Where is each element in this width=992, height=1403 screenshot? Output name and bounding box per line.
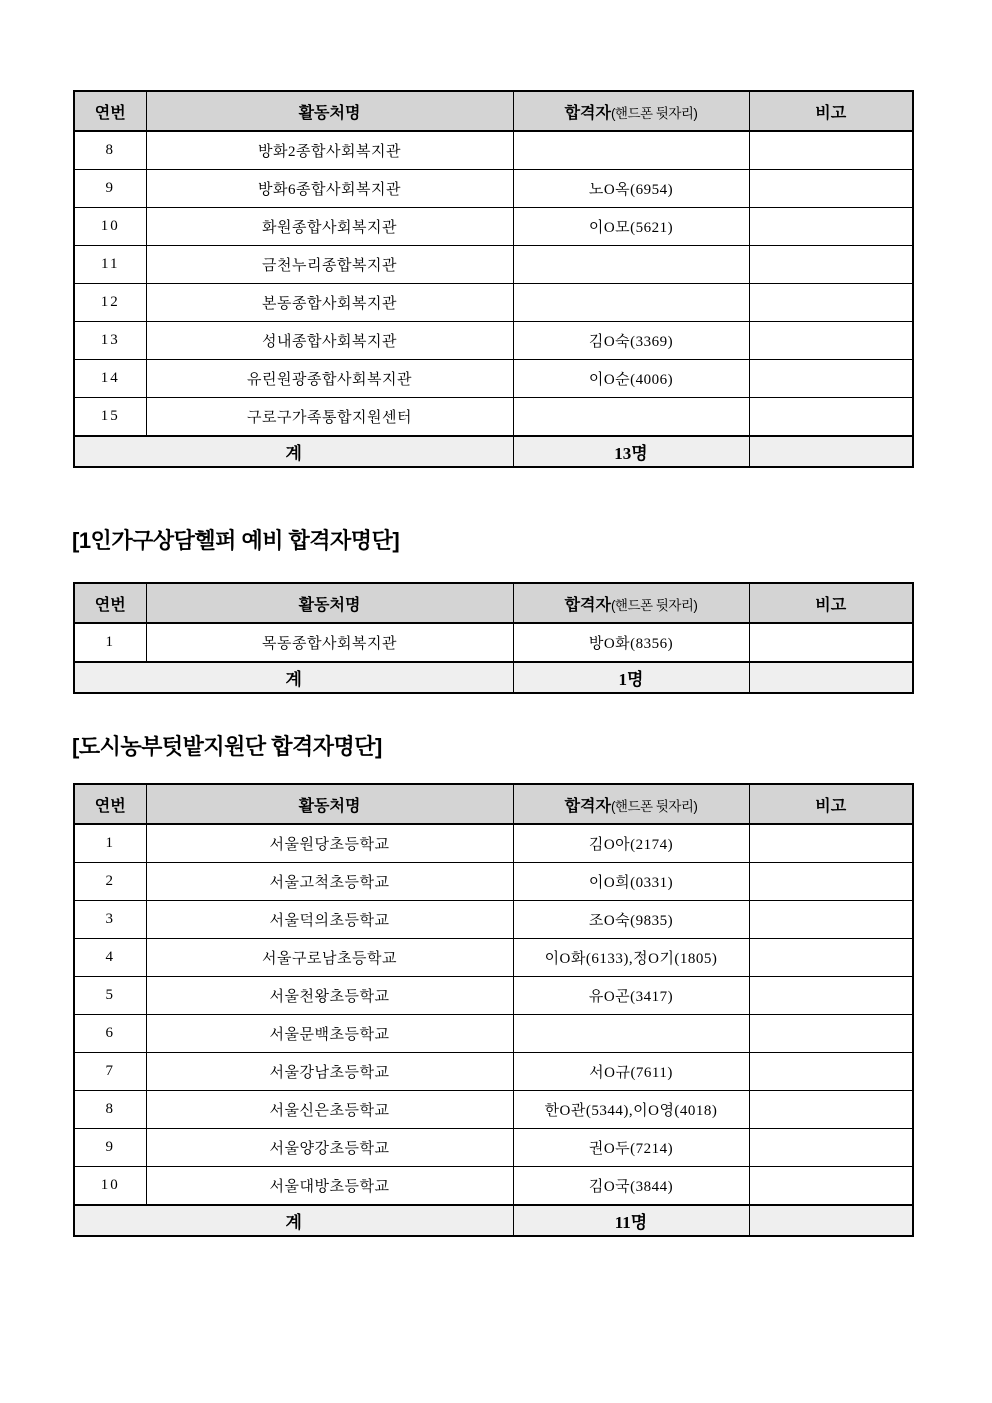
table-row (74, 1167, 913, 1206)
table-row (74, 939, 913, 977)
row-no: 11 (74, 246, 146, 284)
note-cell (749, 284, 913, 322)
col-header-no: 연번 (74, 583, 146, 623)
place-name: 본동종합사회복지관 (146, 284, 513, 322)
total-note (749, 1205, 913, 1236)
section-heading-reserve-list: [1인가구상담헬퍼 예비 합격자명단] (72, 528, 400, 553)
total-note (749, 662, 913, 693)
row-no: 1 (74, 824, 146, 863)
table-row (74, 322, 913, 360)
winner-name (513, 246, 749, 284)
note-cell (749, 623, 913, 662)
table-row (74, 208, 913, 246)
total-label: 계 (74, 436, 513, 467)
row-no: 7 (74, 1053, 146, 1091)
col-header-note: 비고 (749, 91, 913, 131)
pass-list-table-3-block (73, 783, 912, 1237)
winner-name: 이O모(5621) (513, 208, 749, 246)
winner-name: 한O관(5344),이O영(4018) (513, 1091, 749, 1129)
row-no: 8 (74, 1091, 146, 1129)
table-header (74, 784, 913, 824)
note-cell (749, 1167, 913, 1206)
pass-list-table-2-block (73, 582, 912, 694)
row-no: 6 (74, 1015, 146, 1053)
col-header-place: 활동처명 (146, 784, 513, 824)
total-value: 1명 (513, 662, 749, 693)
col-header-note: 비고 (749, 583, 913, 623)
col-header-winner (513, 784, 749, 824)
place-name: 서울대방초등학교 (146, 1167, 513, 1206)
table-row (74, 901, 913, 939)
row-no: 15 (74, 398, 146, 437)
table-row (74, 170, 913, 208)
place-name: 금천누리종합복지관 (146, 246, 513, 284)
row-no: 5 (74, 977, 146, 1015)
table-row (74, 1129, 913, 1167)
winner-name: 권O두(7214) (513, 1129, 749, 1167)
note-cell (749, 939, 913, 977)
place-name: 구로구가족통합지원센터 (146, 398, 513, 437)
col-header-place: 활동처명 (146, 583, 513, 623)
row-no: 1 (74, 623, 146, 662)
place-name: 유린원광종합사회복지관 (146, 360, 513, 398)
winner-name: 이O순(4006) (513, 360, 749, 398)
total-label: 계 (74, 662, 513, 693)
pass-list-table-3 (73, 783, 914, 1237)
winner-name: 김O국(3844) (513, 1167, 749, 1206)
pass-list-table-1 (73, 90, 914, 468)
place-name: 목동종합사회복지관 (146, 623, 513, 662)
row-no: 3 (74, 901, 146, 939)
col-header-winner-sub: (핸드폰 뒷자리) (610, 597, 698, 613)
col-header-winner-bold: 합격자 (564, 797, 611, 815)
table-row (74, 1053, 913, 1091)
row-no: 4 (74, 939, 146, 977)
place-name: 서울구로남초등학교 (146, 939, 513, 977)
note-cell (749, 824, 913, 863)
row-no: 2 (74, 863, 146, 901)
pass-list-table-1-block (73, 90, 912, 468)
place-name: 서울덕의초등학교 (146, 901, 513, 939)
place-name: 화원종합사회복지관 (146, 208, 513, 246)
col-header-winner (513, 583, 749, 623)
note-cell (749, 901, 913, 939)
note-cell (749, 246, 913, 284)
note-cell (749, 1015, 913, 1053)
table-row (74, 131, 913, 170)
col-header-place: 활동처명 (146, 91, 513, 131)
winner-name: 이O화(6133),정O기(1805) (513, 939, 749, 977)
table-row (74, 246, 913, 284)
note-cell (749, 1129, 913, 1167)
note-cell (749, 208, 913, 246)
place-name: 서울신은초등학교 (146, 1091, 513, 1129)
table-header (74, 583, 913, 623)
col-header-winner-bold: 합격자 (564, 596, 611, 614)
table-row (74, 1015, 913, 1053)
winner-name: 유O곤(3417) (513, 977, 749, 1015)
place-name: 서울강남초등학교 (146, 1053, 513, 1091)
winner-name (513, 284, 749, 322)
winner-name (513, 398, 749, 437)
col-header-no: 연번 (74, 91, 146, 131)
note-cell (749, 398, 913, 437)
note-cell (749, 863, 913, 901)
row-no: 10 (74, 208, 146, 246)
note-cell (749, 131, 913, 170)
table-header (74, 91, 913, 131)
total-row (74, 662, 913, 693)
total-row (74, 1205, 913, 1236)
winner-name (513, 1015, 749, 1053)
total-value: 13명 (513, 436, 749, 467)
winner-name: 김O숙(3369) (513, 322, 749, 360)
winner-name: 김O아(2174) (513, 824, 749, 863)
place-name: 서울양강초등학교 (146, 1129, 513, 1167)
pass-list-table-2 (73, 582, 914, 694)
table-row (74, 284, 913, 322)
note-cell (749, 360, 913, 398)
place-name: 서울문백초등학교 (146, 1015, 513, 1053)
note-cell (749, 1053, 913, 1091)
table-row (74, 623, 913, 662)
note-cell (749, 977, 913, 1015)
note-cell (749, 170, 913, 208)
winner-name: 조O숙(9835) (513, 901, 749, 939)
winner-name (513, 131, 749, 170)
col-header-no: 연번 (74, 784, 146, 824)
total-label: 계 (74, 1205, 513, 1236)
total-note (749, 436, 913, 467)
table-row (74, 977, 913, 1015)
row-no: 13 (74, 322, 146, 360)
col-header-note: 비고 (749, 784, 913, 824)
row-no: 10 (74, 1167, 146, 1206)
col-header-winner (513, 91, 749, 131)
winner-name: 이O희(0331) (513, 863, 749, 901)
place-name: 방화2종합사회복지관 (146, 131, 513, 170)
table-row (74, 360, 913, 398)
note-cell (749, 1091, 913, 1129)
col-header-winner-sub: (핸드폰 뒷자리) (610, 105, 698, 121)
place-name: 서울고척초등학교 (146, 863, 513, 901)
row-no: 14 (74, 360, 146, 398)
col-header-winner-sub: (핸드폰 뒷자리) (610, 798, 698, 814)
place-name: 성내종합사회복지관 (146, 322, 513, 360)
winner-name: 서O규(7611) (513, 1053, 749, 1091)
place-name: 서울원당초등학교 (146, 824, 513, 863)
section-heading-farm-list: [도시농부텃밭지원단 합격자명단] (72, 734, 382, 759)
total-row (74, 436, 913, 467)
table-row (74, 863, 913, 901)
winner-name: 방O화(8356) (513, 623, 749, 662)
table-row (74, 1091, 913, 1129)
note-cell (749, 322, 913, 360)
col-header-winner-bold: 합격자 (564, 104, 611, 122)
row-no: 12 (74, 284, 146, 322)
winner-name: 노O옥(6954) (513, 170, 749, 208)
table-row (74, 824, 913, 863)
row-no: 9 (74, 1129, 146, 1167)
place-name: 방화6종합사회복지관 (146, 170, 513, 208)
total-value: 11명 (513, 1205, 749, 1236)
place-name: 서울천왕초등학교 (146, 977, 513, 1015)
row-no: 9 (74, 170, 146, 208)
table-row (74, 398, 913, 437)
row-no: 8 (74, 131, 146, 170)
